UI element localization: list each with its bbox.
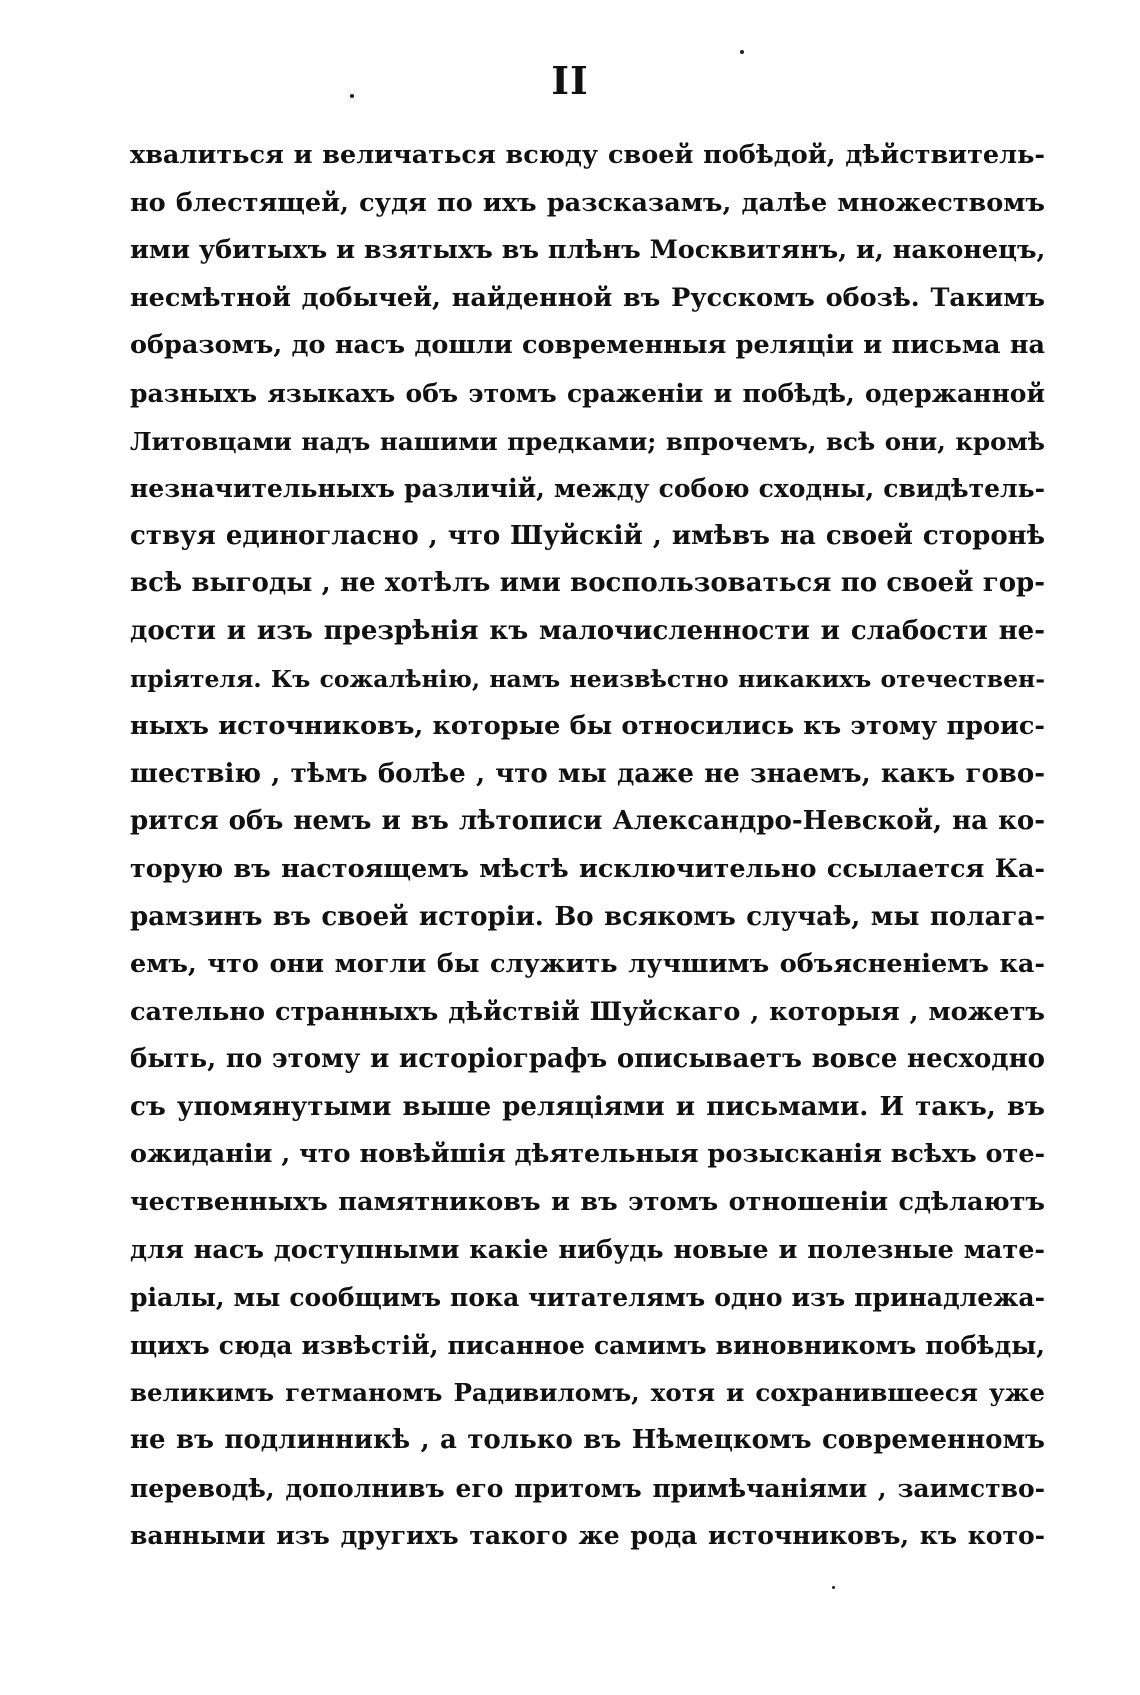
text-line: переводѣ, дополнивъ его притомъ примѣчаніями , заимство- <box>130 1473 1045 1503</box>
text-line: дости и изъ презрѣнія къ малочисленности и слабости не- <box>130 615 1045 646</box>
text-line: великимъ гетманомъ Радивиломъ, хотя и сохранившееся уже <box>130 1378 1045 1408</box>
text-line: емъ, что они могли бы служить лучшимъ объясненіемъ ка- <box>130 949 1045 980</box>
text-line: ими убитыхъ и взятыхъ въ плѣнъ Москвитянъ, и, наконецъ, <box>130 235 1045 266</box>
text-line: ожиданіи , что новѣйшія дѣятельныя розысканія всѣхъ оте- <box>130 1139 1045 1170</box>
text-line: хвалиться и величаться всюду своей побѣдой, дѣйствитель- <box>130 140 1045 170</box>
text-line: щихъ сюда извѣстій, писанное самимъ виновникомъ побѣды, <box>130 1330 1045 1360</box>
text-line: несмѣтной добычей, найденной въ Русскомъ обозѣ. Такимъ <box>130 282 1045 313</box>
text-line: чественныхъ памятниковъ и въ этомъ отношеніи сдѣлаютъ <box>130 1187 1045 1218</box>
text-line: Литовцами надъ нашими предками; впрочемъ, всѣ они, кромѣ <box>130 426 1045 456</box>
text-line: ныхъ источниковъ, которые бы относились къ этому проис- <box>130 711 1045 742</box>
text-line: для насъ доступными какіе нибудь новые и полезные мате- <box>130 1234 1045 1265</box>
text-line: пріятеля. Къ сожалѣнію, намъ неизвѣстно никакихъ отечествен- <box>130 664 1045 693</box>
text-line: рамзинъ въ своей исторіи. Во всякомъ случаѣ, мы полага- <box>130 901 1045 932</box>
text-line: ріалы, мы сообщимъ пока читателямъ одно изъ принадлежа- <box>130 1283 1045 1313</box>
text-line: быть, по этому и исторіографъ описываетъ вовсе несходно <box>130 1044 1045 1075</box>
text-line: ствуя единогласно , что Шуйскій , имѣвъ на своей сторонѣ <box>130 520 1045 551</box>
scan-speck <box>740 50 744 54</box>
body-text <box>130 132 1045 1560</box>
text-line: съ упомянутыми выше реляціями и письмами. И такъ, въ <box>130 1091 1045 1122</box>
scan-speck <box>350 94 354 98</box>
text-line: не въ подлинникѣ , а только въ Нѣмецкомъ современномъ <box>130 1425 1045 1456</box>
text-line: шествію , тѣмъ болѣе , что мы даже не знаемъ, какъ гово- <box>130 758 1045 789</box>
scan-speck <box>832 1586 835 1589</box>
text-line: ванными изъ другихъ такого же рода источниковъ, къ кото- <box>130 1521 1045 1551</box>
text-line: всѣ выгоды , не хотѣлъ ими воспользоваться по своей гор- <box>130 568 1045 599</box>
text-line: торую въ настоящемъ мѣстѣ исключительно ссылается Ка- <box>130 853 1045 884</box>
text-line: сательно странныхъ дѣйствій Шуйскаго , которыя , можетъ <box>130 996 1045 1027</box>
text-line: рится объ немъ и въ лѣтописи Александро-Невской, на ко- <box>130 806 1045 837</box>
page-number: II <box>551 58 589 103</box>
text-line: образомъ, до насъ дошли современныя реляціи и письма на <box>130 330 1045 361</box>
text-line: незначительныхъ различій, между собою сходны, свидѣтель- <box>130 474 1045 504</box>
text-line: но блестящей, судя по ихъ разсказамъ, далѣе множествомъ <box>130 187 1045 218</box>
text-line: разныхъ языкахъ объ этомъ сраженіи и побѣдѣ, одержанной <box>130 378 1045 408</box>
